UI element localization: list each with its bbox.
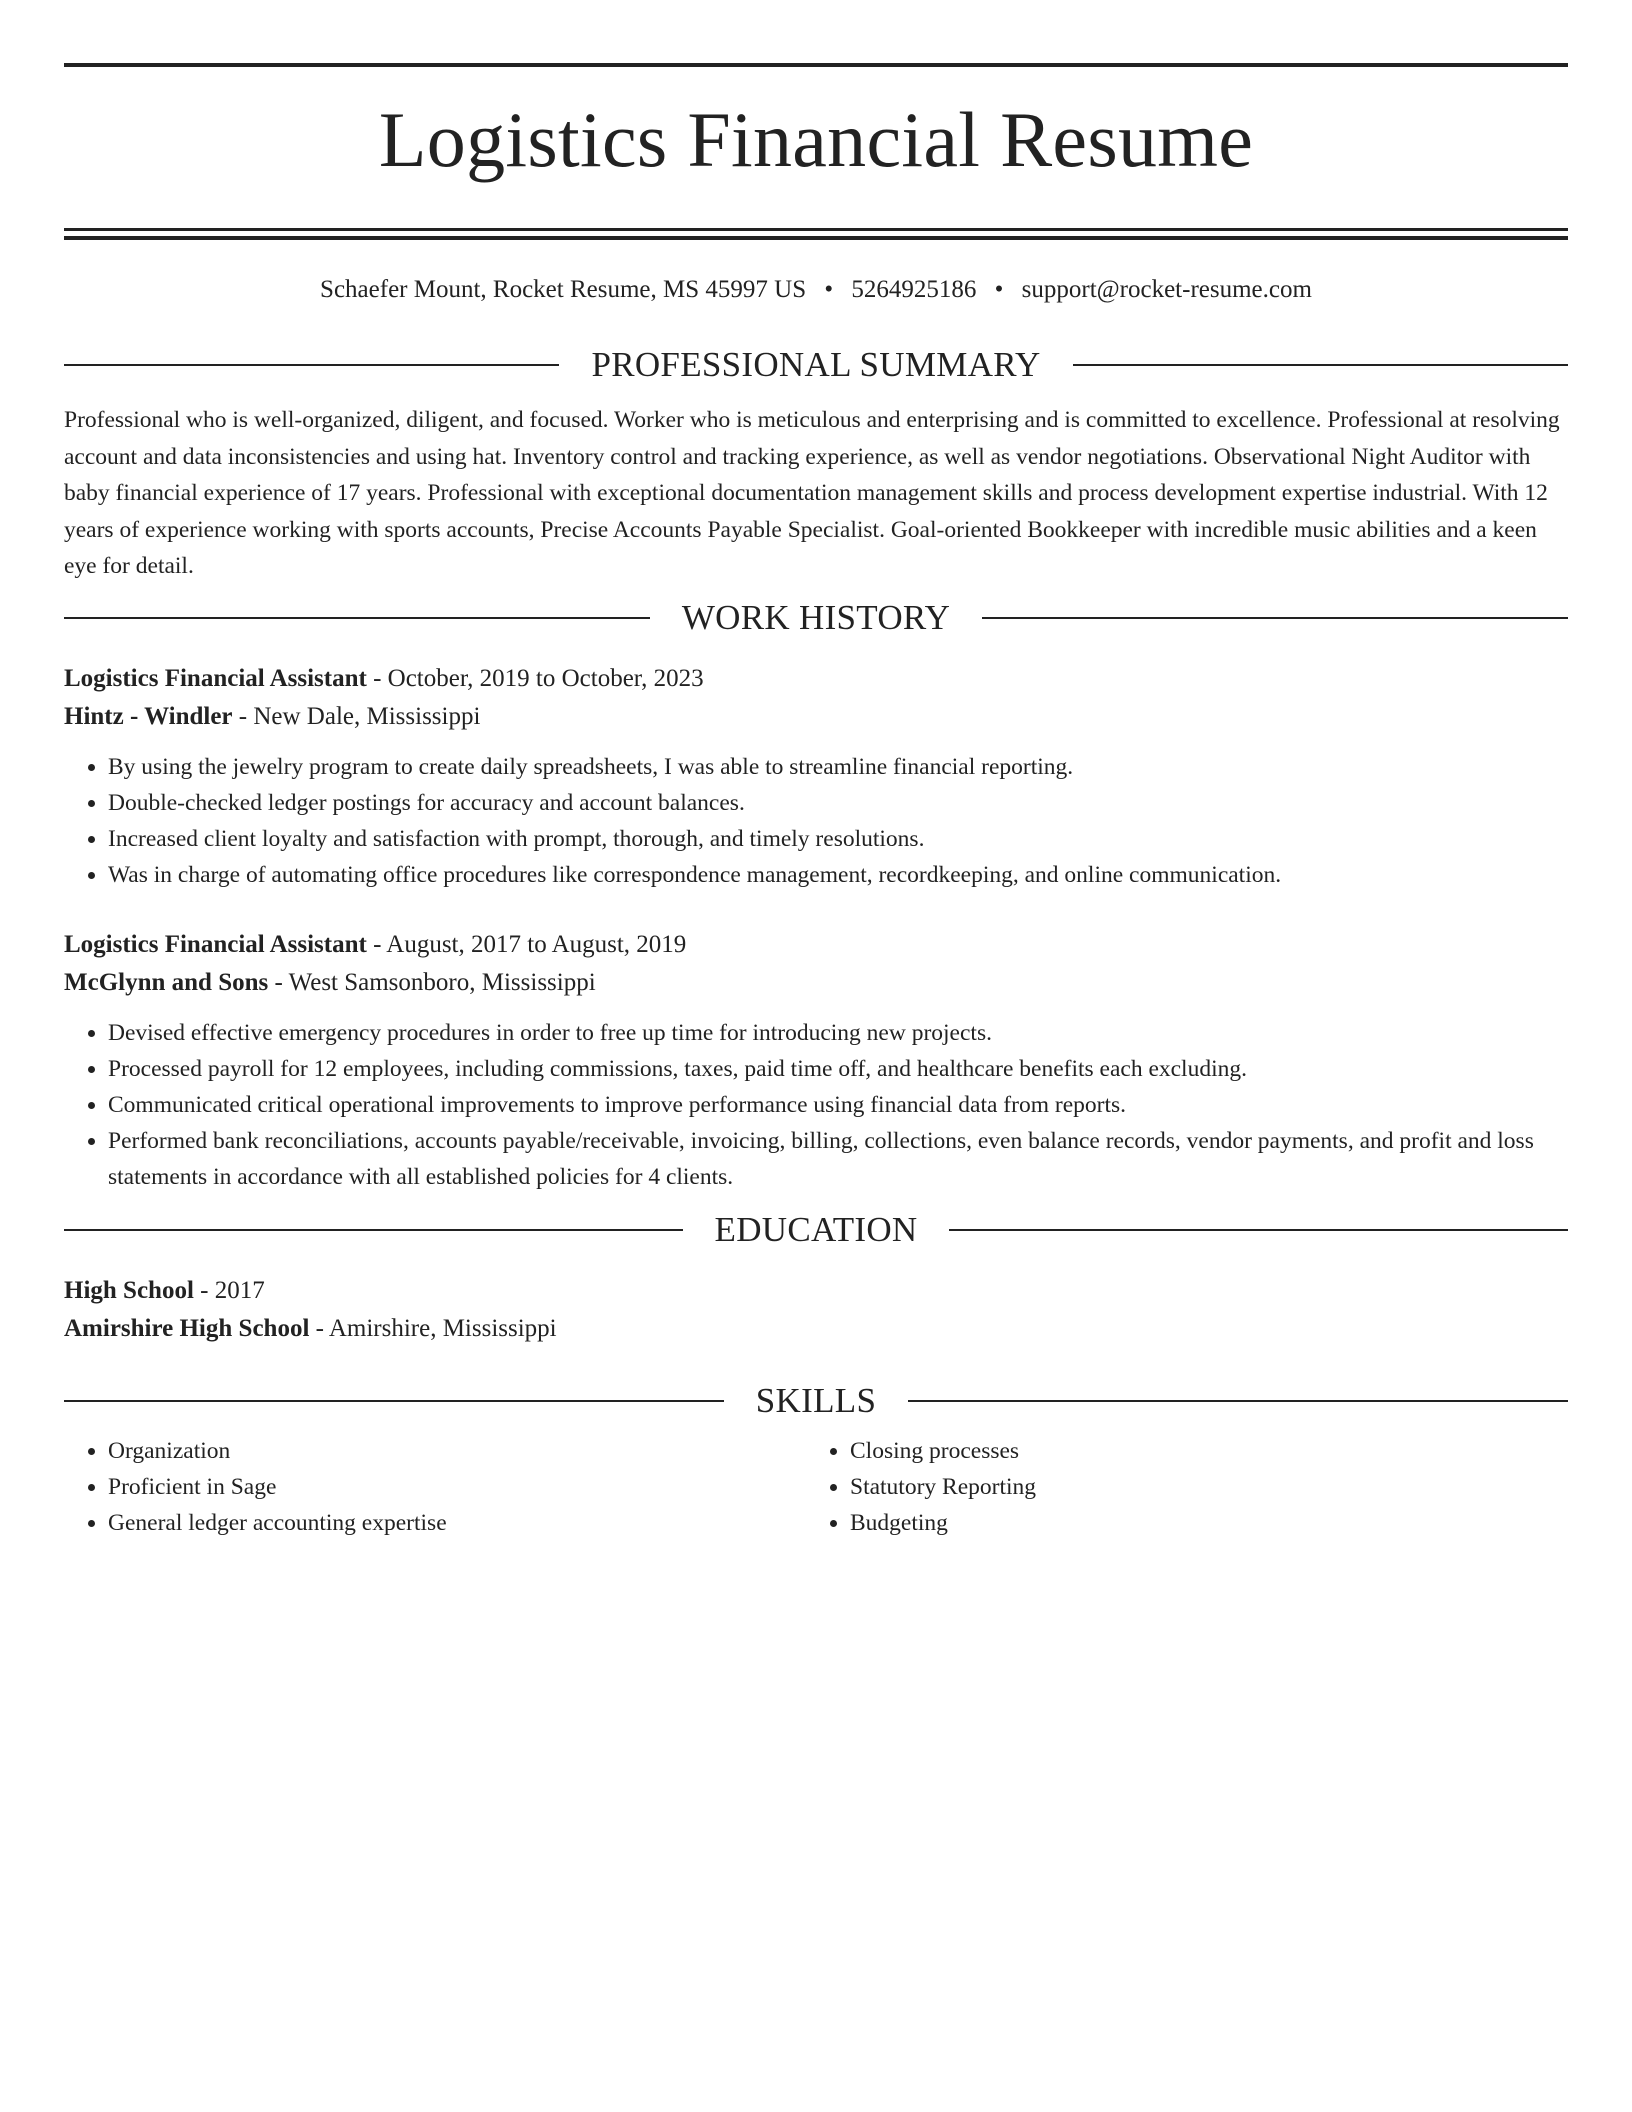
- list-item: • Processed payroll for 12 employees, including commissions, taxes, paid time off, and healthcare benefits each excluding.: [108, 1051, 1568, 1087]
- heading-rule-right: [908, 1400, 1568, 1402]
- skills-column-left: [64, 1433, 806, 1541]
- header-top-rule: [64, 63, 1568, 67]
- list-item: • Proficient in Sage: [108, 1469, 806, 1505]
- heading-rule-left: [64, 1229, 683, 1231]
- job-title: Logistics Financial Assistant: [64, 664, 367, 692]
- job-company-line: [64, 964, 1568, 1002]
- education-location: - Amirshire, Mississippi: [309, 1314, 557, 1342]
- list-item: • Was in charge of automating office procedures like correspondence management, recordkeeping, and online communication.: [108, 857, 1568, 893]
- job-company-line: [64, 698, 1568, 736]
- skills-list: [64, 1433, 806, 1541]
- job-entry: [64, 926, 1568, 1195]
- list-item: • Devised effective emergency procedures in order to free up time for introducing new projects.: [108, 1015, 1568, 1051]
- education-year: - 2017: [193, 1276, 265, 1304]
- heading-rule-right: [949, 1229, 1568, 1231]
- job-dates: - August, 2017 to August, 2019: [366, 930, 687, 958]
- job-entry: [64, 660, 1568, 893]
- job-location: - New Dale, Mississippi: [232, 702, 481, 730]
- contact-line: [64, 275, 1568, 305]
- job-company: Hintz - Windler: [64, 702, 233, 730]
- skills-grid: [64, 1433, 1568, 1541]
- job-title: Logistics Financial Assistant: [64, 930, 367, 958]
- heading-rule-left: [64, 1400, 724, 1402]
- list-item: • Organization: [108, 1433, 806, 1469]
- skills-list: [806, 1433, 1548, 1541]
- contact-separator: •: [994, 276, 1004, 303]
- list-item: • Communicated critical operational improvements to improve performance using financial data from reports.: [108, 1087, 1568, 1123]
- job-dates: - October, 2019 to October, 2023: [366, 664, 704, 692]
- skills-column-right: [806, 1433, 1548, 1541]
- section-heading-skills: [64, 1380, 1568, 1422]
- job-bullets: [64, 749, 1568, 893]
- list-item: • Closing processes: [850, 1433, 1548, 1469]
- section-heading-label: EDUCATION: [714, 1209, 918, 1249]
- list-item: • Double-checked ledger postings for accuracy and account balances.: [108, 785, 1568, 821]
- job-location: - West Samsonboro, Mississippi: [268, 968, 596, 996]
- list-item: • By using the jewelry program to create daily spreadsheets, I was able to streamline financial reporting.: [108, 749, 1568, 785]
- list-item: • General ledger accounting expertise: [108, 1505, 806, 1541]
- education-school: Amirshire High School: [64, 1314, 310, 1342]
- education-degree-line: [64, 1272, 1568, 1310]
- heading-rule-left: [64, 617, 650, 619]
- job-bullets: [64, 1015, 1568, 1195]
- list-item: • Statutory Reporting: [850, 1469, 1548, 1505]
- contact-phone: 5264925186: [851, 276, 977, 303]
- section-heading-work: [64, 597, 1568, 639]
- job-company: McGlynn and Sons: [64, 968, 269, 996]
- section-heading-label: WORK HISTORY: [681, 597, 951, 637]
- education-school-line: [64, 1310, 1568, 1348]
- list-item: • Increased client loyalty and satisfaction with prompt, thorough, and timely resolutions.: [108, 821, 1568, 857]
- section-heading-education: [64, 1209, 1568, 1251]
- page-title: Logistics Financial Resume: [378, 96, 1254, 183]
- contact-email[interactable]: support@rocket-resume.com: [1021, 276, 1312, 303]
- job-title-line: [64, 660, 1568, 698]
- summary-paragraph: Professional who is well-organized, diligent, and focused. Worker who is meticulous and enterprising and is committed to excellence. Professional at resolving account and data inconsistencies and using hat. Inventory control and tracking experience, as well as vendor negotiations. Observational Night Auditor with baby financial experience of 17 years. Professional with exceptional documentation management skills and process development expertise industrial. With 12 years of experience working with sports accounts, Precise Accounts Payable Specialist. Goal-oriented Bookkeeper with incredible music abilities and a keen eye for detail.: [64, 407, 1560, 579]
- header-double-rule: [64, 228, 1568, 240]
- heading-rule-left: [64, 364, 559, 366]
- education-entry: [64, 1272, 1568, 1348]
- section-heading-summary: [64, 344, 1568, 386]
- section-heading-label: SKILLS: [755, 1380, 877, 1420]
- job-title-line: [64, 926, 1568, 964]
- section-heading-label: PROFESSIONAL SUMMARY: [591, 345, 1041, 384]
- contact-address: Schaefer Mount, Rocket Resume, MS 45997 US: [320, 276, 807, 303]
- heading-rule-right: [982, 617, 1568, 619]
- list-item: • Budgeting: [850, 1505, 1548, 1541]
- heading-rule-right: [1073, 364, 1568, 366]
- list-item: • Performed bank reconciliations, accounts payable/receivable, invoicing, billing, collections, even balance records, vendor payments, and profit and loss statements in accordance with all established policies for 4 clients.: [108, 1123, 1568, 1195]
- education-degree: High School: [64, 1276, 194, 1304]
- contact-separator: •: [824, 276, 834, 303]
